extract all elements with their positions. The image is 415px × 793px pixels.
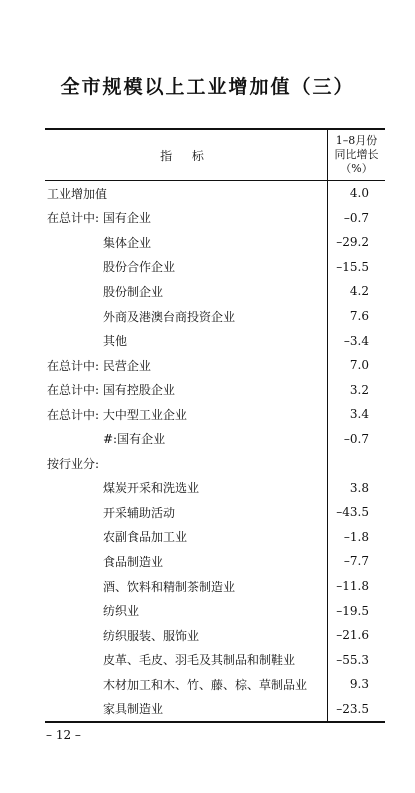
row-value: –43.5 — [327, 500, 385, 525]
table-row — [45, 255, 385, 280]
row-value: 3.8 — [327, 476, 385, 501]
row-name: 木材加工和木、竹、藤、棕、草制品业 — [103, 677, 308, 692]
table-row — [45, 476, 385, 501]
value-header-line2: 同比增长 — [334, 148, 379, 161]
row-value: –55.3 — [327, 647, 385, 672]
row-value: 3.2 — [327, 377, 385, 402]
table-row — [45, 328, 385, 353]
row-value: 7.0 — [327, 353, 385, 378]
table-header — [45, 130, 385, 181]
row-value: –15.5 — [327, 255, 385, 280]
row-name: 股份制企业 — [103, 284, 164, 299]
row-name: 煤炭开采和洗选业 — [103, 481, 200, 496]
indicator-header: 指 标 — [160, 148, 212, 163]
row-value: –11.8 — [327, 574, 385, 599]
row-value: –7.7 — [327, 549, 385, 574]
table-row — [45, 672, 385, 697]
row-value: 4.0 — [327, 181, 385, 206]
row-value: 9.3 — [327, 672, 385, 697]
row-name: 纺织业 — [103, 604, 140, 619]
row-name: 其他 — [103, 334, 128, 349]
row-name: 工业增加值 — [47, 186, 108, 201]
table-row — [45, 426, 385, 451]
row-name: 在总计中: 国有控股企业 — [47, 383, 175, 398]
table-row — [45, 623, 385, 648]
table-row — [45, 377, 385, 402]
table-row — [45, 451, 385, 476]
row-value: –0.7 — [327, 206, 385, 231]
value-header — [327, 130, 385, 180]
row-name: 食品制造业 — [103, 554, 164, 569]
table-row — [45, 647, 385, 672]
row-name: #:国有企业 — [103, 432, 166, 447]
row-value: –23.5 — [327, 696, 385, 721]
row-name: 在总计中: 国有企业 — [47, 211, 151, 226]
row-name: 农副食品加工业 — [103, 530, 188, 545]
row-name: 按行业分: — [47, 456, 100, 471]
value-header-line3: （%） — [340, 162, 373, 175]
row-name: 纺织服装、服饰业 — [103, 628, 200, 643]
row-name: 皮革、毛皮、羽毛及其制品和制鞋业 — [103, 653, 296, 668]
row-value: 7.6 — [327, 304, 385, 329]
value-header-line1: 1–8月份 — [335, 134, 378, 147]
table-row — [45, 574, 385, 599]
table-row — [45, 696, 385, 721]
row-value: –29.2 — [327, 230, 385, 255]
row-value: –1.8 — [327, 525, 385, 550]
row-name: 集体企业 — [103, 235, 152, 250]
table-row — [45, 525, 385, 550]
table-row — [45, 304, 385, 329]
table-row — [45, 402, 385, 427]
table-row — [45, 230, 385, 255]
page-number: – 12 – — [46, 728, 81, 742]
row-name: 开采辅助活动 — [103, 505, 176, 520]
row-value: –19.5 — [327, 598, 385, 623]
row-value: 4.2 — [327, 279, 385, 304]
statistics-table — [45, 128, 385, 723]
table-row — [45, 598, 385, 623]
table-row — [45, 206, 385, 231]
row-value: 3.4 — [327, 402, 385, 427]
row-name: 酒、饮料和精制茶制造业 — [103, 579, 236, 594]
row-name: 在总计中: 大中型工业企业 — [47, 407, 187, 422]
table-row — [45, 500, 385, 525]
table-row — [45, 279, 385, 304]
page-title: 全市规模以上工业增加值（三） — [60, 76, 355, 98]
row-name: 家具制造业 — [103, 702, 164, 717]
row-name: 股份合作企业 — [103, 260, 176, 275]
table-row — [45, 181, 385, 206]
row-value: –0.7 — [327, 426, 385, 451]
table-row — [45, 549, 385, 574]
row-value — [327, 451, 385, 476]
row-name: 外商及港澳台商投资企业 — [103, 309, 236, 324]
row-name: 在总计中: 民营企业 — [47, 358, 151, 373]
row-value: –21.6 — [327, 623, 385, 648]
row-value: –3.4 — [327, 328, 385, 353]
table-row — [45, 353, 385, 378]
